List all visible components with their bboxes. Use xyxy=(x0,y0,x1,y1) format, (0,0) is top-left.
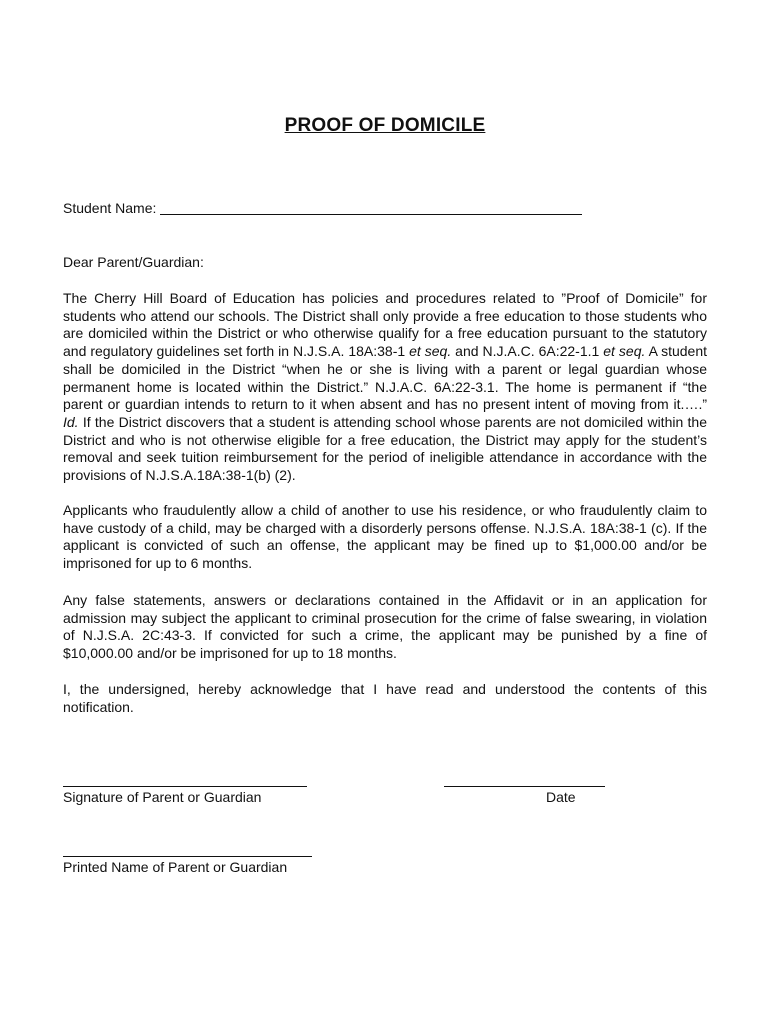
student-name-label: Student Name: xyxy=(63,200,157,216)
policy-text-3: A student shall be domiciled in the District “when he or she is living with a parent or legal guardian whose permanent home is located within the District.” N.J.A.C. 6A:22-3.1. The home is permanent if “the parent or guardian intends to return to it when absent and has no present intent of moving from it.….” xyxy=(63,343,708,413)
policy-italic-3: Id. xyxy=(63,413,79,430)
printed-name-label: Printed Name of Parent or Guardian xyxy=(63,859,288,875)
acknowledgement-paragraph: I, the undersigned, hereby acknowledge that I have read and understood the contents of this notification. xyxy=(63,681,707,715)
student-name-field xyxy=(63,200,582,216)
signature-line[interactable] xyxy=(63,786,307,787)
policy-text-4: If the District discovers that a student is attending school whose parents are not domiciled within the District and who is not otherwise eligible for a free education, the District may apply for the student’s removal and seek tuition reimbursement for the period of ineligible attendance in accordance with the provisions of N.J.S.A.18A:38-1(b) (2). xyxy=(63,413,707,484)
date-line[interactable] xyxy=(444,786,605,787)
false-statements-paragraph: Any false statements, answers or declarations contained in the Affidavit or in an application for admission may subject the applicant to criminal prosecution for the crime of false swearing, in violation of N.J.S.A. 2C:43-3. If convicted for such a crime, the applicant may be punished by a fine of $10,000.00 and/or be imprisoned for up to 18 months. xyxy=(63,592,707,662)
salutation: Dear Parent/Guardian: xyxy=(63,254,204,270)
policy-text-1: The Cherry Hill Board of Education has policies and procedures related to ”Proof of Domicile” for students who attend our schools. The District shall only provide a free education to those students who are domiciled within the District or who otherwise qualify for a free education pursuant to the statutory and regulatory guidelines set forth in N.J.S.A. 18A:38-1 xyxy=(63,290,707,360)
student-name-blank[interactable] xyxy=(160,200,582,215)
printed-name-line[interactable] xyxy=(63,856,312,857)
date-label: Date xyxy=(546,789,576,805)
fraud-paragraph: Applicants who fraudulently allow a child of another to use his residence, or who fraudulently claim to have custody of a child, may be charged with a disorderly persons offense. N.J.S.A. 18A:38-1 (c). If the applicant is convicted of such an offense, the applicant may be fined up to $1,000.00 and/or be imprisoned for up to 6 months. xyxy=(63,502,707,572)
policy-italic-1: et seq. xyxy=(409,343,452,360)
policy-text-2: and N.J.A.C. 6A:22-1.1 xyxy=(451,343,604,360)
signature-label: Signature of Parent or Guardian xyxy=(63,789,262,805)
policy-paragraph xyxy=(63,290,707,485)
policy-italic-2: et seq. xyxy=(603,343,646,360)
document-title: PROOF OF DOMICILE xyxy=(284,115,486,136)
